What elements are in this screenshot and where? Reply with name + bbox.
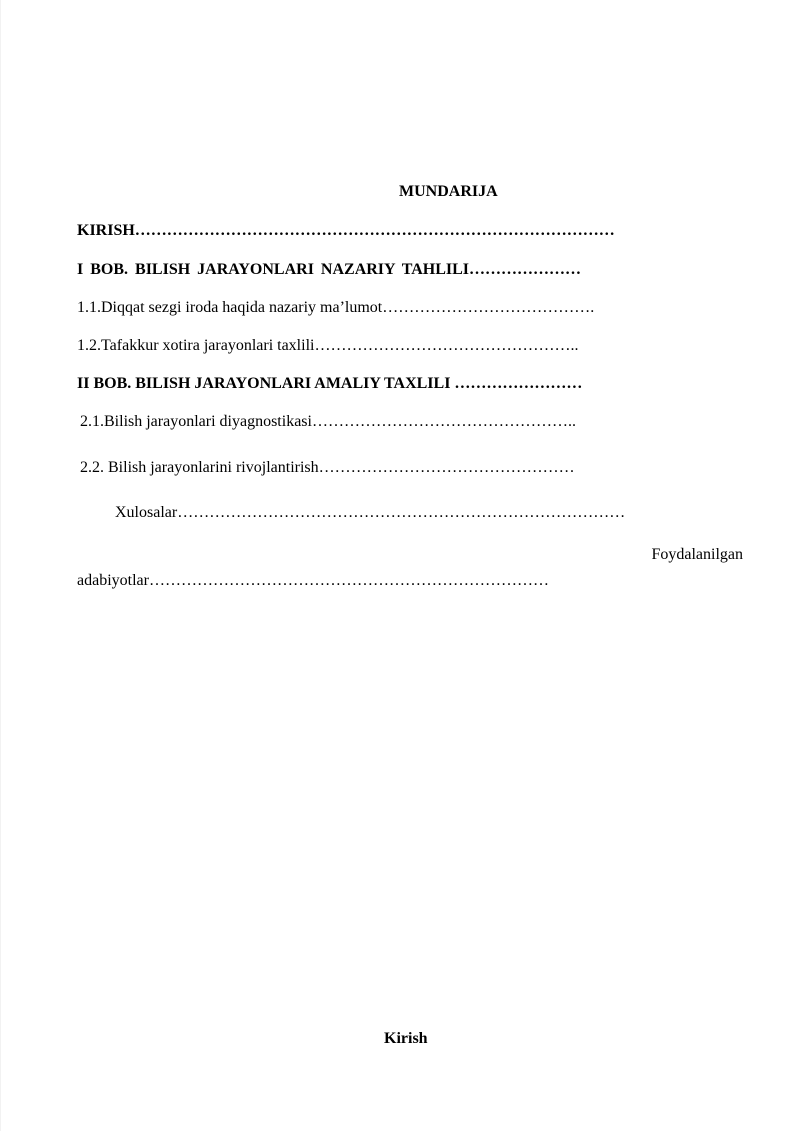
toc-entry-chapter-1: I BOB. BILISH JARAYONLARI NAZARIY TAHLILI………………… [77,261,581,278]
page-title: MUNDARIJA [399,183,498,200]
toc-entry-references-word-2: adabiyotlar………………………………………………………………… [77,572,549,589]
toc-entry-references-word-1: Foydalanilgan [651,546,743,563]
toc-entry-section-2-1: 2.1.Bilish jarayonlari diyagnostikasi………………………………………….. [80,413,576,430]
toc-entry-section-1-1: 1.1.Diqqat sezgi iroda haqida nazariy ma’lumot…………………………………. [77,299,595,316]
toc-entry-section-1-2: 1.2.Tafakkur xotira jarayonlari taxlili………………………………………….. [77,337,579,354]
toc-entry-chapter-2: II BOB. BILISH JARAYONLARI AMALIY TAXLILI …………………… [77,375,583,392]
toc-entry-kirish: KIRISH……………………………………………………………………………… [77,222,615,239]
section-heading-kirish: Kirish [384,1030,428,1047]
toc-entry-section-2-2: 2.2. Bilish jarayonlarini rivojlantirish………………………………………… [80,459,575,476]
toc-entry-conclusions: Xulosalar………………………………………………………………………… [115,504,626,521]
